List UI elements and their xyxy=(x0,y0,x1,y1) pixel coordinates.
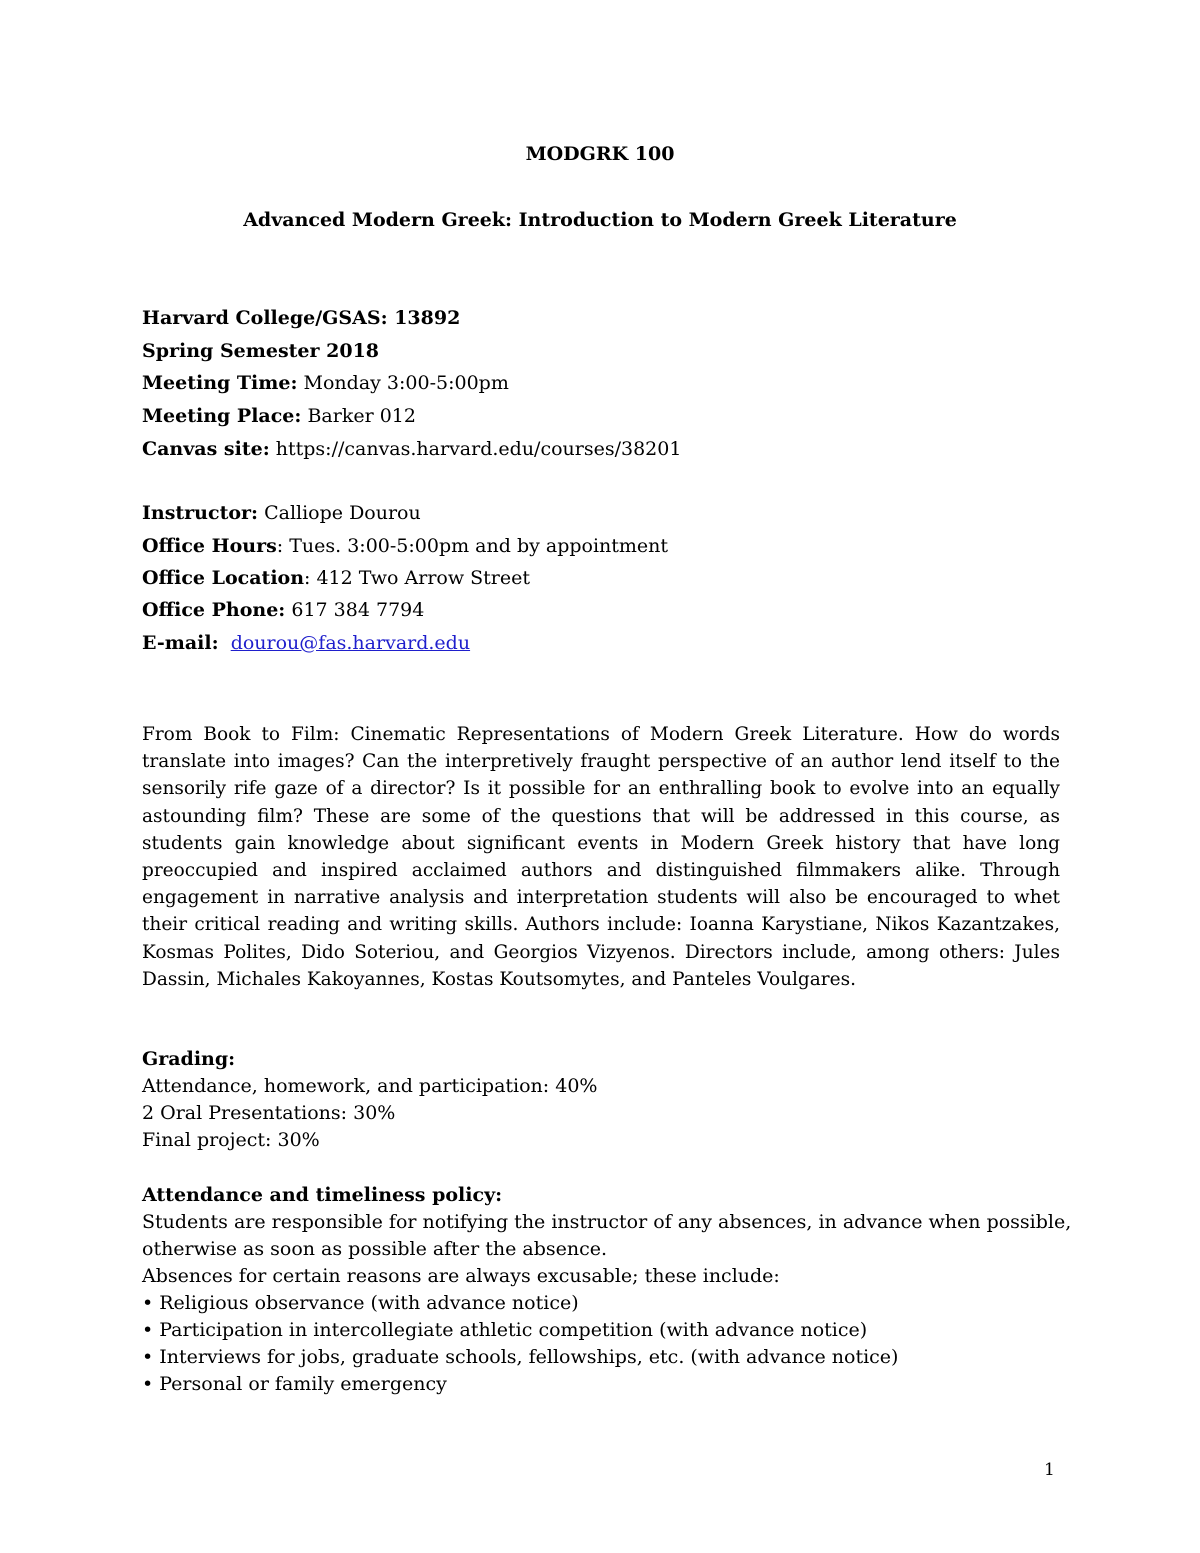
office-phone-label: Office Phone: xyxy=(142,599,286,621)
office-phone-value: 617 384 7794 xyxy=(285,599,425,621)
course-title: Advanced Modern Greek: Introduction to Modern Greek Literature xyxy=(243,209,957,231)
office-location-value: : 412 Two Arrow Street xyxy=(304,567,530,589)
instructor-label: Instructor: xyxy=(142,502,259,524)
page-number: 1 xyxy=(1044,1460,1055,1480)
grading-heading: Grading: xyxy=(142,1048,236,1070)
attendance-text: Students are responsible for notifying the instructor of any absences, in advance when possible, xyxy=(142,1211,1072,1233)
instructor xyxy=(142,500,421,527)
office-hours-label: Office Hours xyxy=(142,535,277,557)
course-description: From Book to Film: Cinematic Representations of Modern Greek Literature. How do words translate into images? Can the interpretively fraught perspective of an author lend itself to the sensorily rife gaze of a director? Is it possible for an enthralling book to evolve into an equally astounding film? These are some of the questions that will be addressed in this course, as students gain knowledge about significant events in Modern Greek history that have long preoccupied and inspired acclaimed authors and distinguished filmmakers alike. Through engagement in narrative analysis and interpretation students will also be encouraged to whet their critical reading and writing skills. Authors include: Ioanna Karystiane, Nikos Kazantzakes, Kosmas Polites, Dido Soteriou, and Georgios Vizyenos. Directors include, among others: Jules Dassin, Michales Kakoyannes, Kostas Koutsomytes, and Panteles Voulgares. xyxy=(142,724,1060,990)
email-label: E-mail: xyxy=(142,632,219,654)
meeting-time-label: Meeting Time: xyxy=(142,372,298,394)
grading-item: 2 Oral Presentations: 30% xyxy=(142,1102,396,1124)
attendance-bullet: • Personal or family emergency xyxy=(142,1373,447,1395)
instructor-name: Calliope Dourou xyxy=(258,502,421,524)
meeting-place xyxy=(142,403,416,430)
meeting-time-value: Monday 3:00-5:00pm xyxy=(297,372,509,394)
attendance-text: otherwise as soon as possible after the absence. xyxy=(142,1238,608,1260)
office-location xyxy=(142,565,530,592)
meeting-place-label: Meeting Place: xyxy=(142,405,302,427)
email-link[interactable]: dourou@fas.harvard.edu xyxy=(230,632,471,654)
canvas-site-label: Canvas site: xyxy=(142,438,270,460)
office-phone xyxy=(142,597,424,624)
office-hours xyxy=(142,533,668,560)
grading-item: Final project: 30% xyxy=(142,1129,320,1151)
canvas-site xyxy=(142,436,681,463)
attendance-bullet: • Interviews for jobs, graduate schools, fellowships, etc. (with advance notice) xyxy=(142,1346,899,1368)
meeting-place-value: Barker 012 xyxy=(301,405,416,427)
catalog-number: Harvard College/GSAS: 13892 xyxy=(142,307,461,329)
office-location-label: Office Location xyxy=(142,567,305,589)
meeting-time xyxy=(142,370,509,397)
attendance-text: Absences for certain reasons are always excusable; these include: xyxy=(142,1265,780,1287)
course-code: MODGRK 100 xyxy=(525,143,675,165)
grading-item: Attendance, homework, and participation: 40% xyxy=(142,1075,598,1097)
attendance-heading: Attendance and timeliness policy: xyxy=(142,1184,503,1206)
semester: Spring Semester 2018 xyxy=(142,340,380,362)
attendance-bullet: • Religious observance (with advance notice) xyxy=(142,1292,579,1314)
canvas-site-url: https://canvas.harvard.edu/courses/38201 xyxy=(269,438,682,460)
email xyxy=(142,630,470,657)
attendance-bullet: • Participation in intercollegiate athletic competition (with advance notice) xyxy=(142,1319,868,1341)
office-hours-value: : Tues. 3:00-5:00pm and by appointment xyxy=(276,535,669,557)
